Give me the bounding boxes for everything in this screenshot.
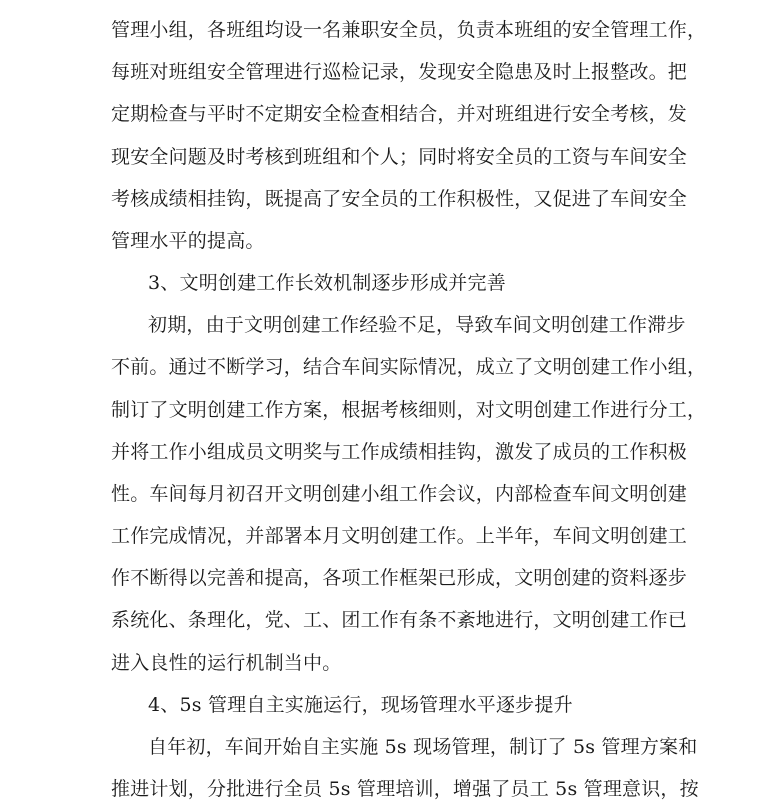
text-line: 工作完成情况，并部署本月文明创建工作。上半年，车间文明创建工 <box>111 525 688 547</box>
text-line: 考核成绩相挂钩，既提高了安全员的工作积极性，又促进了车间安全 <box>111 188 688 210</box>
section-heading: 3、文明创建工作长效机制逐步形成并完善 <box>148 272 506 294</box>
text-line: 性。车间每月初召开文明创建小组工作会议，内部检查车间文明创建 <box>111 483 688 505</box>
text-line: 推进计划，分批进行全员 5s 管理培训，增强了员工 5s 管理意识，按 <box>111 778 699 800</box>
text-line: 并将工作小组成员文明奖与工作成绩相挂钩，激发了成员的工作积极 <box>111 441 688 463</box>
text-line: 现安全问题及时考核到班组和个人；同时将安全员的工资与车间安全 <box>111 146 688 168</box>
paragraph-start-line: 自年初，车间开始自主实施 5s 现场管理，制订了 5s 管理方案和 <box>148 736 698 758</box>
text-line: 进入良性的运行机制当中。 <box>111 652 342 674</box>
text-line: 管理小组，各班组均设一名兼职安全员，负责本班组的安全管理工作， <box>111 19 707 41</box>
text-line: 不前。通过不断学习，结合车间实际情况，成立了文明创建工作小组， <box>111 356 707 378</box>
text-line: 每班对班组安全管理进行巡检记录，发现安全隐患及时上报整改。把 <box>111 61 688 83</box>
section-heading: 4、5s 管理自主实施运行，现场管理水平逐步提升 <box>148 694 573 716</box>
text-line: 作不断得以完善和提高，各项工作框架已形成，文明创建的资料逐步 <box>111 567 688 589</box>
text-line: 系统化、条理化，党、工、团工作有条不紊地进行，文明创建工作已 <box>111 609 688 631</box>
text-line: 定期检查与平时不定期安全检查相结合，并对班组进行安全考核，发 <box>111 103 688 125</box>
text-line: 制订了文明创建工作方案，根据考核细则，对文明创建工作进行分工， <box>111 399 707 421</box>
text-line: 管理水平的提高。 <box>111 230 265 252</box>
paragraph-start-line: 初期，由于文明创建工作经验不足，导致车间文明创建工作滞步 <box>148 314 686 336</box>
